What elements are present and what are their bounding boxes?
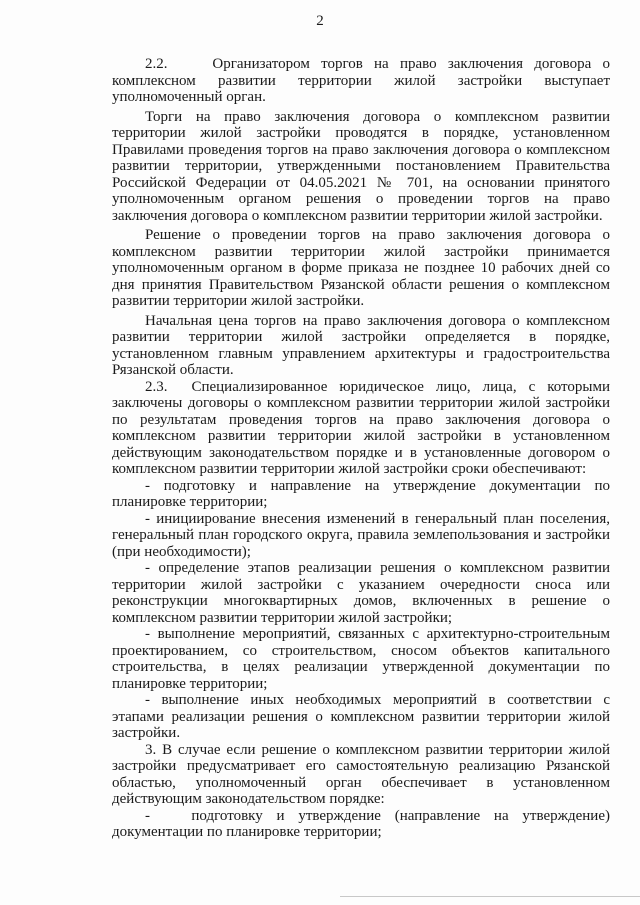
paragraph-tender-procedure: Торги на право заключения договора о комплексном развитии территории жилой застройки проводятся в порядке, установленном Правилами проведения торгов на право заключения договора о комплексном развитии территории, утвержденными постановлением Правительства Российской Федерации от 04.05.2021 № 701, на основании принятого уполномоченным органом решения о проведении торгов на право заключения договора о комплексном развитии территории жилой застройки. — [112, 108, 610, 224]
paragraph-2-3: 2.3. Специализированное юридическое лицо, лица, с которыми заключены договоры о комплексном развитии территории жилой застройки по результатам проведения торгов на право заключения договора о комплексном развитии территории жилой застройки в установленном действующим законодательством порядке и в установленные договором о комплексном развитии территории жилой застройки сроки обеспечивают: — [112, 378, 610, 477]
scan-edge-line — [340, 896, 640, 897]
paragraph-initial-price: Начальная цена торгов на право заключения договора о комплексном развитии территории жилой застройки определяется в порядке, установленном главным управлением архитектуры и градостроительства Рязанской области. — [112, 312, 610, 378]
document-body — [112, 56, 610, 841]
list-item-planning-docs: - подготовку и направление на утверждение документации по планировке территории; — [112, 477, 610, 510]
paragraph-tender-decision: Решение о проведении торгов на право заключения договора о комплексном развитии территории жилой застройки принимается уполномоченным органом в форме приказа не позднее 10 рабочих дней со дня принятия Правительством Рязанской области решения о комплексном развитии территории жилой застройки. — [112, 227, 610, 309]
paragraph-3: 3. В случае если решение о комплексном развитии территории жилой застройки предусматривает его самостоятельную реализацию Рязанской областью, уполномоченный орган обеспечивает в установленном действующим законодательством порядке: — [112, 741, 610, 807]
list-item-stages: - определение этапов реализации решения о комплексном развитии территории жилой застройки с указанием очередности сноса или реконструкции многоквартирных домов, включенных в решение о комплексном развитии территории жилой застройки; — [112, 560, 610, 626]
paragraph-2-2: 2.2. Организатором торгов на право заключения договора о комплексном развитии территории жилой застройки выступает уполномоченный орган. — [112, 56, 610, 105]
page-number: 2 — [316, 13, 324, 29]
list-item-general-plan-changes: - инициирование внесения изменений в генеральный план поселения, генеральный план городского округа, правила землепользования и застройки (при необходимости); — [112, 510, 610, 560]
list-item-other-measures: - выполнение иных необходимых мероприятий в соответствии с этапами реализации решения о комплексном развитии территории жилой застройки. — [112, 692, 610, 741]
list-item-construction-works: - выполнение мероприятий, связанных с архитектурно-строительным проектированием, со строительством, сносом объектов капитального строительства, в целях реализации утвержденной документации по планировке территории; — [112, 626, 610, 692]
list-item-planning-approval: - подготовку и утверждение (направление на утверждение) документации по планировке территории; — [112, 807, 610, 840]
